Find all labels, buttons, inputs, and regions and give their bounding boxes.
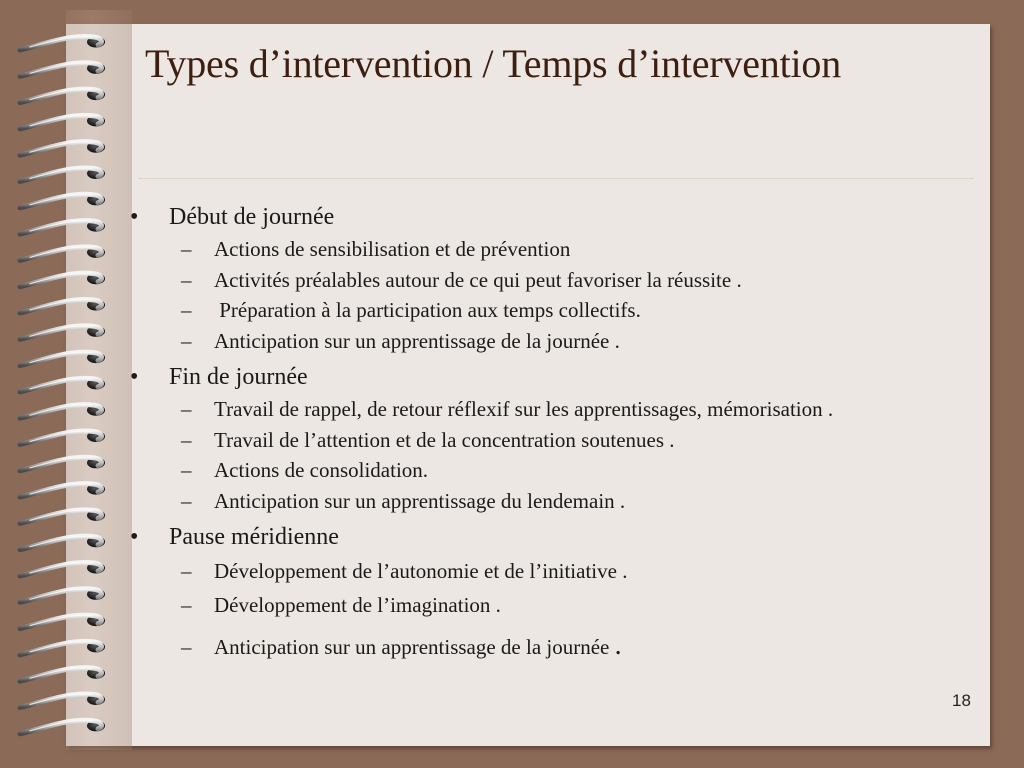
spiral-ring — [20, 641, 105, 655]
spiral-ring — [20, 352, 105, 366]
spiral-ring — [20, 589, 105, 603]
trailing-period: . — [614, 630, 622, 661]
spiral-ring — [20, 142, 105, 156]
sub-item-text: Développement de l’autonomie et de l’initiative . — [214, 559, 628, 583]
sub-item-text: Activités préalables autour de ce qui peut favoriser la réussite . — [214, 267, 742, 292]
dash-icon: – — [181, 458, 192, 482]
dash-icon: – — [181, 635, 192, 659]
spiral-ring — [20, 536, 105, 550]
spiral-ring — [20, 720, 105, 734]
dash-icon: – — [181, 593, 192, 617]
spiral-ring — [20, 668, 105, 682]
spiral-ring — [20, 299, 105, 313]
sub-item — [128, 630, 968, 664]
sub-item-text: Développement de l’imagination . — [214, 593, 501, 617]
sub-list — [128, 234, 968, 356]
spiral-ring — [20, 115, 105, 129]
sub-item-text: Actions de consolidation. — [214, 458, 429, 482]
bullet-item — [128, 360, 968, 394]
sub-item — [128, 588, 968, 622]
section-fin-de-journee — [128, 360, 968, 516]
sub-list — [128, 554, 968, 664]
spiral-ring — [20, 247, 105, 261]
spiral-ring — [20, 378, 105, 392]
spiral-ring — [20, 89, 105, 103]
spiral-ring — [20, 562, 105, 576]
spiral-binding-icon — [0, 0, 140, 768]
spiral-ring — [20, 615, 105, 629]
spiral-ring — [20, 36, 105, 50]
sub-item-text: Travail de rappel, de retour réflexif sur les apprentissages, mémorisation . — [214, 397, 834, 421]
sub-item-text: Anticipation sur un apprentissage de la journée . — [214, 328, 620, 353]
spiral-ring — [20, 221, 105, 235]
section-heading: Fin de journée — [169, 364, 308, 390]
bullet-icon: • — [130, 204, 139, 230]
sub-item — [128, 234, 968, 265]
sub-item-text: Anticipation sur un apprentissage du lendemain . — [214, 488, 626, 513]
bullet-item — [128, 520, 968, 554]
spiral-ring — [20, 694, 105, 708]
section-heading: Début de journée — [169, 204, 335, 230]
spiral-ring — [20, 431, 105, 445]
sub-item — [128, 326, 968, 357]
dash-icon: – — [181, 328, 192, 353]
dash-icon: – — [181, 237, 192, 261]
spiral-ring — [20, 63, 105, 77]
bullet-list — [128, 200, 968, 664]
dash-icon: – — [181, 488, 192, 513]
sub-item — [128, 295, 968, 326]
sub-item — [128, 394, 968, 425]
sub-item-text: Anticipation sur un apprentissage de la journée — [214, 635, 610, 659]
sub-item — [128, 554, 968, 588]
section-debut-de-journee — [128, 200, 968, 356]
spiral-ring — [20, 484, 105, 498]
sub-item-text: Travail de l’attention et de la concentration soutenues . — [214, 427, 675, 452]
sub-item — [128, 265, 968, 296]
sub-item — [128, 455, 968, 486]
bullet-icon: • — [130, 364, 139, 390]
title-divider — [138, 178, 974, 179]
dash-icon: – — [181, 427, 192, 452]
spiral-ring — [20, 194, 105, 208]
spiral-ring — [20, 168, 105, 182]
sub-item — [128, 486, 968, 517]
spiral-ring — [20, 273, 105, 287]
sub-item-text: Actions de sensibilisation et de prévention — [214, 237, 571, 261]
slide-title: Types d’intervention / Temps d’intervention — [145, 41, 842, 86]
dash-icon: – — [181, 559, 192, 583]
dash-icon: – — [181, 267, 192, 292]
section-pause-meridienne — [128, 520, 968, 664]
bullet-icon: • — [130, 524, 139, 550]
dash-icon: – — [181, 298, 192, 322]
dash-icon: – — [181, 397, 192, 421]
sub-item — [128, 425, 968, 456]
section-heading: Pause méridienne — [169, 524, 339, 550]
spiral-ring — [20, 326, 105, 340]
spiral-ring — [20, 405, 105, 419]
bullet-item — [128, 200, 968, 234]
spiral-ring — [20, 510, 105, 524]
spiral-ring — [20, 457, 105, 471]
sub-item-text: Préparation à la participation aux temps collectifs. — [214, 298, 641, 322]
sub-list — [128, 394, 968, 516]
page-number: 18 — [952, 691, 971, 710]
